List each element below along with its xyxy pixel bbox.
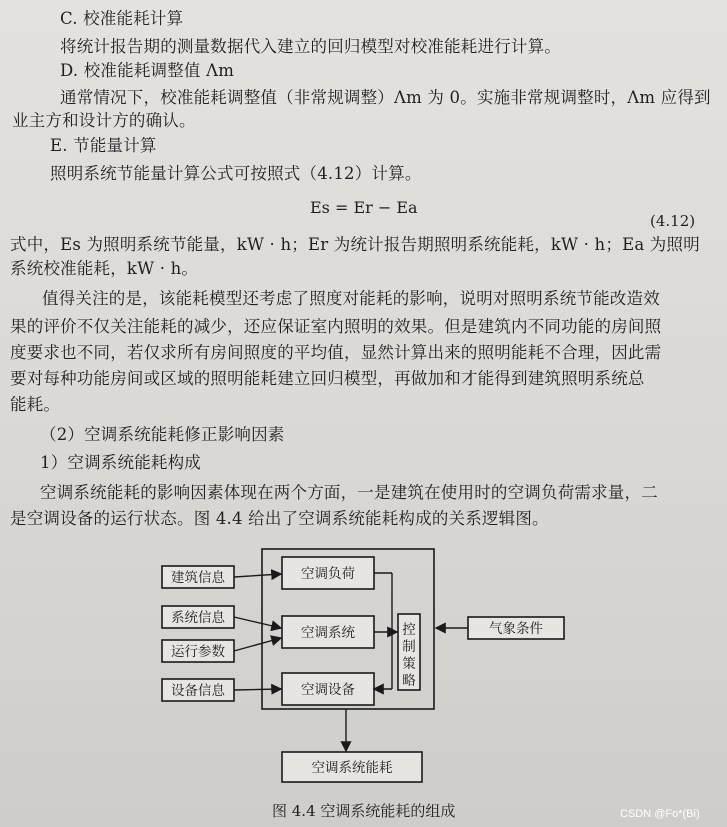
svg-text:空调系统: 空调系统 bbox=[301, 625, 355, 641]
input-label: 系统信息 bbox=[171, 610, 225, 626]
paragraph-line: 将统计报告期的测量数据代入建立的回归模型对校准能耗进行计算。 bbox=[60, 37, 561, 56]
input-label: 建筑信息 bbox=[171, 570, 225, 586]
paragraph-line: 系统校准能耗，kW · h。 bbox=[10, 259, 199, 278]
mid-box-load bbox=[282, 557, 374, 589]
arrow bbox=[234, 574, 281, 577]
paragraph-line: 度要求也不同，若仅求所有房间照度的平均值，显然计算出来的照明能耗不合理，因此需 bbox=[10, 343, 662, 362]
svg-text:空调负荷: 空调负荷 bbox=[301, 566, 355, 582]
mid-box-equipment bbox=[282, 673, 374, 705]
arrow bbox=[234, 689, 281, 690]
heading-e: E. 节能量计算 bbox=[50, 136, 157, 155]
subheading: （2）空调系统能耗修正影响因素 bbox=[40, 425, 285, 444]
figure-caption: 图 4.4 空调系统能耗的组成 bbox=[272, 802, 456, 820]
paragraph-line: 业主方和设计方的确认。 bbox=[12, 111, 196, 130]
heading-d: D. 校准能耗调整值 Λm bbox=[60, 61, 235, 80]
equation: Es = Er − Ea bbox=[310, 198, 418, 217]
output-box bbox=[282, 752, 422, 782]
heading-c: C. 校准能耗计算 bbox=[60, 9, 184, 28]
mid-box-system bbox=[282, 616, 374, 648]
svg-text:空调设备: 空调设备 bbox=[301, 682, 355, 698]
input-label: 设备信息 bbox=[171, 683, 225, 699]
control-strategy-box bbox=[398, 614, 420, 690]
input-box-operation bbox=[162, 640, 234, 662]
paragraph-line: 值得关注的是，该能耗模型还考虑了照度对能耗的影响，说明对照明系统节能改造效 bbox=[42, 289, 660, 308]
paragraph-line: 果的评价不仅关注能耗的减少，还应保证室内照明的效果。但是建筑内不同功能的房间照 bbox=[10, 317, 662, 336]
paragraph-line: 能耗。 bbox=[10, 395, 61, 414]
paragraph-line: 照明系统节能量计算公式可按照式（4.12）计算。 bbox=[50, 164, 422, 183]
input-box-building bbox=[162, 566, 234, 588]
paragraph-line: 通常情况下，校准能耗调整值（非常规调整）Λm 为 0。实施非常规调整时，Λm 应得到 bbox=[60, 88, 711, 107]
svg-text:空调系统能耗: 空调系统能耗 bbox=[311, 760, 393, 776]
paragraph-line: 空调系统能耗的影响因素体现在两个方面，一是建筑在使用时的空调负荷需求量，二 bbox=[40, 483, 658, 502]
control-label: 控制策略 bbox=[402, 622, 416, 689]
svg-text:气象条件: 气象条件 bbox=[489, 621, 543, 637]
equation-number: (4.12) bbox=[650, 212, 696, 230]
paragraph-line: 要对每种功能房间或区域的照明能耗建立回归模型，再做加和才能得到建筑照明系统总 bbox=[10, 369, 645, 388]
input-box-equipment bbox=[162, 679, 234, 701]
watermark: CSDN @Fo*(Bi) bbox=[620, 808, 700, 820]
arrow bbox=[234, 617, 281, 628]
weather-box bbox=[468, 617, 564, 639]
paragraph-line: 式中，Es 为照明系统节能量，kW · h；Er 为统计报告期照明系统能耗，kW · h；Ea 为照明 bbox=[10, 235, 700, 254]
paragraph-line: 是空调设备的运行状态。图 4.4 给出了空调系统能耗构成的关系逻辑图。 bbox=[10, 509, 549, 528]
subheading: 1）空调系统能耗构成 bbox=[40, 453, 201, 472]
arrow bbox=[234, 638, 281, 651]
input-box-system bbox=[162, 606, 234, 628]
input-label: 运行参数 bbox=[171, 644, 225, 660]
